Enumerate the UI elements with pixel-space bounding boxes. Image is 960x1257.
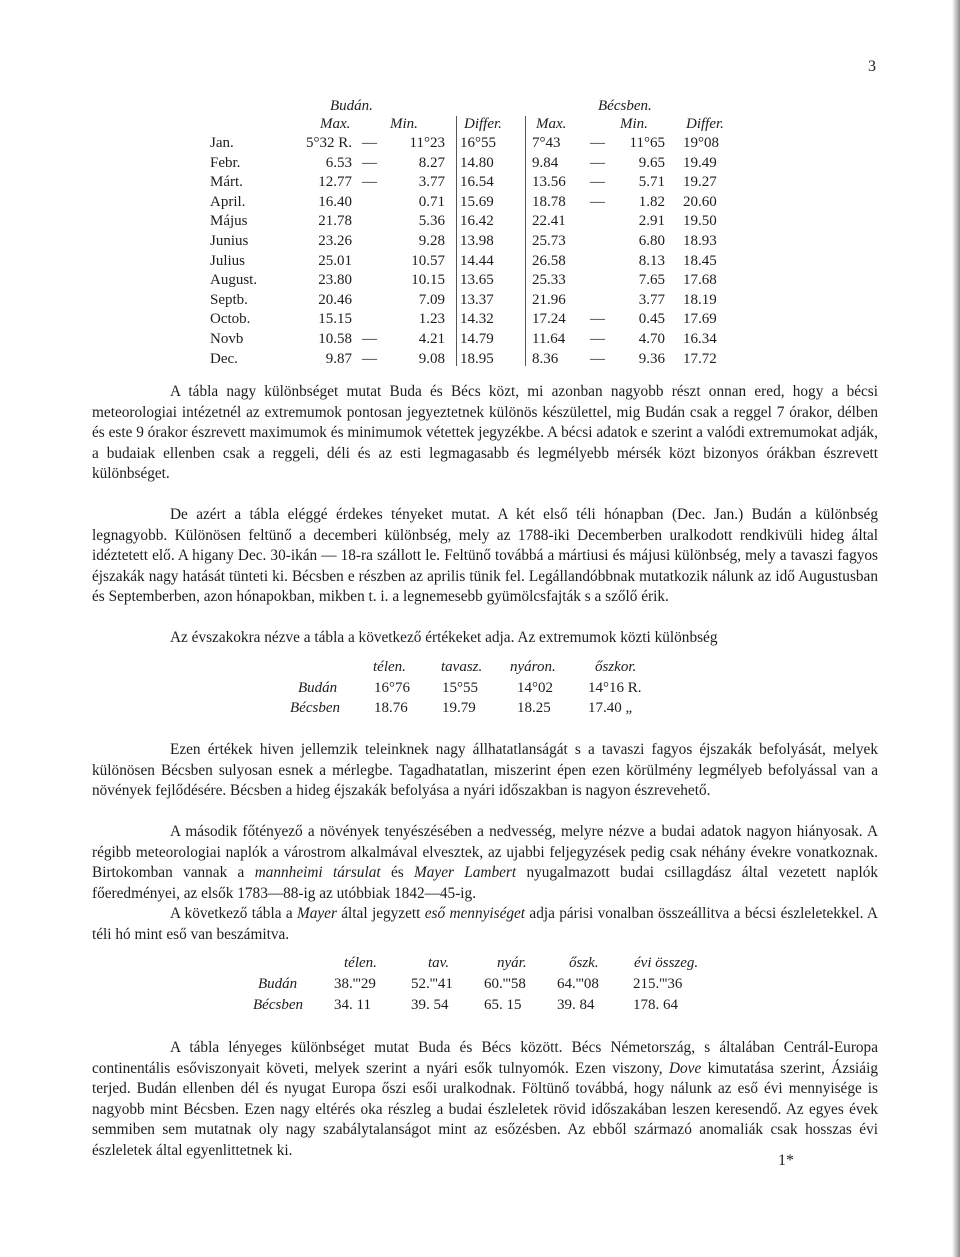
table-cell-v-diff: 19.50 xyxy=(683,213,717,230)
table-cell-b-diff: 14.32 xyxy=(460,311,494,328)
paragraph: A következő tábla a Mayer által jegyzett eső mennyiséget adja párisi vonalban összeállitva a bécsi észleletekkel. A téli hó mint eső van beszámitva. xyxy=(92,905,878,943)
rain-header: évi összeg. xyxy=(634,955,699,971)
table-cell-v-diff: 17.68 xyxy=(683,272,717,289)
table-cell-b-max: 10.58 xyxy=(318,331,352,347)
table-cell-v-min: 1.82 xyxy=(638,193,665,210)
season-header: nyáron. xyxy=(510,659,556,675)
table-cell-v-min: 7.65 xyxy=(638,272,665,289)
table-cell-v-min: 9.36 xyxy=(638,350,665,367)
table-cell-month: Jan. xyxy=(210,135,234,151)
table-cell-v-min-sign: — xyxy=(590,350,605,367)
rain-header: tav. xyxy=(428,955,449,971)
table-cell-b-diff: 14.80 xyxy=(460,154,494,171)
header-buda-min: Min. xyxy=(390,116,418,132)
season-cell: 17.40 „ xyxy=(588,700,633,716)
table-cell-b-min: 9.28 xyxy=(418,233,445,249)
table-cell-v-diff: 17.72 xyxy=(683,350,717,367)
table-cell-v-max: 18.78 xyxy=(532,193,566,210)
table-cell-b-min: 10.57 xyxy=(411,252,445,269)
table-cell-b-min-sign: — xyxy=(362,174,377,191)
season-cell: 14°02 xyxy=(517,680,553,696)
table-cell-v-min-sign: — xyxy=(590,174,605,191)
table-cell-v-diff: 18.45 xyxy=(683,252,717,269)
table-cell-v-diff: 17.69 xyxy=(683,311,717,328)
table-cell-b-min-sign: — xyxy=(362,350,377,367)
table-cell-b-min-sign: — xyxy=(362,154,377,171)
table-row xyxy=(0,194,960,214)
paragraph: Ezen értékek hiven jellemzik teleinknek nagy állhatatlanságát s a tavaszi fagyos éjszakák befolyását, melyek különösen Bécsben sulyosan esnek a mérlegbe. Tagadhatatlan, miszerint épen ezen körülmény legmélyeb befolyással van a növények fejlődésére. Bécsben a hideg éjszakák befolyása a nyári időszakban is nagyon észrevehető. xyxy=(92,741,878,800)
table-cell-v-diff: 20.60 xyxy=(683,193,717,210)
table-cell-b-max: 9.87 xyxy=(325,350,352,367)
table-cell-v-max: 17.24 xyxy=(532,311,566,328)
rain-cell: 39. 54 xyxy=(411,997,449,1013)
table-cell-month: April. xyxy=(210,193,246,210)
rain-cell: 60.'''58 xyxy=(484,976,526,992)
table-row xyxy=(0,351,960,371)
rain-header: nyár. xyxy=(497,955,527,971)
table-row xyxy=(0,331,960,351)
table-cell-month: Novb xyxy=(210,331,244,347)
table-cell-b-max: 21.78 xyxy=(318,213,352,230)
season-cell: 14°16 R. xyxy=(588,680,642,696)
table-cell-b-max: 6.53 xyxy=(325,154,352,171)
table-cell-v-max: 7°43 xyxy=(532,135,561,151)
table-cell-v-min: 5.71 xyxy=(638,174,665,191)
rain-cell: 39. 84 xyxy=(557,997,595,1013)
season-cell: 18.25 xyxy=(517,700,551,716)
paragraph: Az évszakokra nézve a tábla a következő értékeket adja. Az extremumok közti különbség xyxy=(170,629,718,646)
table-cell-b-diff: 16°55 xyxy=(460,135,496,151)
table-cell-v-max: 11.64 xyxy=(532,331,566,347)
table-cell-b-min: 4.21 xyxy=(418,331,445,347)
table-cell-b-min-sign: — xyxy=(362,135,377,151)
season-cell: 19.79 xyxy=(442,700,476,716)
table-cell-v-min: 2.91 xyxy=(638,213,665,230)
rain-cell: 52.'''41 xyxy=(411,976,453,992)
table-cell-b-min: 9.08 xyxy=(418,350,445,367)
table-row xyxy=(0,135,960,155)
table-cell-v-diff: 18.93 xyxy=(683,233,717,249)
rain-header: télen. xyxy=(344,955,377,971)
table-cell-b-min: 1.23 xyxy=(418,311,445,328)
table-cell-v-min: 9.65 xyxy=(638,154,665,171)
rain-row-label: Bécsben xyxy=(253,997,303,1013)
table-cell-b-diff: 14.44 xyxy=(460,252,494,269)
rain-cell: 64.'''08 xyxy=(557,976,599,992)
rain-cell: 34. 11 xyxy=(334,997,371,1013)
season-cell: 18.76 xyxy=(374,700,408,716)
table-cell-b-min: 8.27 xyxy=(418,154,445,171)
paragraph: A tábla nagy különbséget mutat Buda és Bécs közt, mi azonban nagyobb részt onnan ered, hogy a bécsi meteorologiai intézetnél az extremumok pontosan jegyeztetnek különös készülettel, mig Budán csak a reggel 7 órakor, délben és este 9 órakor észrevett maximumok és minimumok vétettek jegyzékbe. A bécsi adatok e szerint a valódi extremumokat adják, a budaiak ellenben csak a reggeli, déli és az esti legmagasabb és legmélyebb mérsék közt bizonyos órákban észrevett különbséget. xyxy=(92,383,878,483)
table-cell-b-max: 15.15 xyxy=(318,311,352,328)
table-cell-v-diff: 16.34 xyxy=(683,331,717,347)
table-row xyxy=(0,174,960,194)
table-cell-v-diff: 19.27 xyxy=(683,174,717,191)
table-cell-b-max: 20.46 xyxy=(318,291,352,308)
table-row xyxy=(0,272,960,292)
table-cell-v-min-sign: — xyxy=(590,154,605,171)
table-cell-b-min: 10.15 xyxy=(411,272,445,289)
table-row xyxy=(0,233,960,253)
table-cell-b-diff: 16.42 xyxy=(460,213,494,230)
table-cell-b-min: 7.09 xyxy=(418,291,445,308)
table-cell-v-min: 8.13 xyxy=(638,252,665,269)
table-cell-b-min: 11°23 xyxy=(409,135,445,151)
rain-row-label: Budán xyxy=(258,976,298,992)
table-cell-v-min: 3.77 xyxy=(638,291,665,308)
signature-mark: 1* xyxy=(778,1152,794,1169)
table-cell-b-diff: 15.69 xyxy=(460,193,494,210)
rain-cell: 38.'''29 xyxy=(334,976,376,992)
page-number: 3 xyxy=(868,58,876,75)
table-cell-b-max: 23.26 xyxy=(318,233,352,249)
rain-header: őszk. xyxy=(569,955,599,971)
header-becs-max: Max. xyxy=(536,116,567,132)
header-becs-min: Min. xyxy=(620,116,648,132)
table-cell-v-max: 25.73 xyxy=(532,233,566,249)
table-cell-v-max: 22.41 xyxy=(532,213,566,230)
paragraph: A tábla lényeges különbséget mutat Buda és Bécs között. Bécs Németország, s általában Centrál-Europa continentális esőviszonyait követi, melyek szerint a nyári esők tulnyomók. Ezen viszony, Dove kimutatása szerint, Ázsiáig terjed. Budán ellenben dél és nyugat Europa őszi esői uralkodnak. Föltünő továbbá, hogy nálunk az eső évi mennyisége is nagyobb mint Bécsben. Ezen nagy eltérés oka részleg a budai észleletek rövid időszakában leszen keresendő. Az egyes évek semmiben sem mutatnak oly nagy szabálytalanságot mint az esőzésben. Az ebből származó anomaliák csak hosszas évi észleletek által egyenlittetnek ki. xyxy=(92,1039,878,1159)
table-cell-v-max: 8.36 xyxy=(532,350,559,367)
paragraph: De azért a tábla eléggé érdekes tényeket mutat. A két első téli hónapban (Dec. Jan.) Budán a különbség legnagyobb. Különösen feltünő a decemberi különbség, mely az 1788-iki Decemberben uralkodott rendkivüli hideg által idéztetett elő. A higany Dec. 30-ikán — 18-ra szállott le. Feltünő továbbá a mártiusi és májusi különbség, mely a tavaszi fagyos éjszakák nagy hatását tünteti ki. Bécsben e részben az aprilis tünik fel. Legállandóbbnak mutatkozik nálunk az idő Augustusban és Septemberben, azon hónapokban, mikben t. i. a legnemesebb gyümölcsfajták s a szőlő érik. xyxy=(92,506,878,606)
table-cell-month: Junius xyxy=(210,233,249,249)
season-row-label: Budán xyxy=(298,680,338,696)
table-cell-b-diff: 13.37 xyxy=(460,291,494,308)
season-cell: 16°76 xyxy=(374,680,410,696)
paragraph: A második főtényező a növények tenyészésében a nedvesség, melyre nézve a budai adatok nagyon hiányosak. A régibb meteorologiai naplók a várostrom alkalmával elvesztek, az ujabbi feljegyzések pedig csak néhány évekre vonatkoznak. Birtokomban vannak a mannheimi társulat és Mayer Lambert nyugalmazott budai csillagdász által vezetett naplók főeredményei, az elsők 1783—88-ig az utóbbiak 1842—45-ig. xyxy=(92,823,878,902)
table-cell-b-diff: 13.65 xyxy=(460,272,494,289)
table-cell-v-min-sign: — xyxy=(590,193,605,210)
season-cell: 15°55 xyxy=(442,680,478,696)
table-cell-b-diff: 18.95 xyxy=(460,350,494,367)
table-cell-b-max: 25.01 xyxy=(318,252,352,269)
table-group-becs: Bécsben. xyxy=(598,98,652,114)
table-cell-v-min-sign: — xyxy=(590,311,605,328)
table-group-buda: Budán. xyxy=(330,98,373,114)
table-cell-v-max: 13.56 xyxy=(532,174,566,191)
table-cell-b-max: 16.40 xyxy=(318,193,352,210)
rain-cell: 65. 15 xyxy=(484,997,522,1013)
table-cell-month: Dec. xyxy=(210,350,238,367)
table-cell-v-min: 4.70 xyxy=(638,331,665,347)
season-header: tavasz. xyxy=(441,659,483,675)
table-cell-month: Febr. xyxy=(210,154,241,171)
table-cell-b-max: 23.80 xyxy=(318,272,352,289)
season-header: télen. xyxy=(373,659,406,675)
table-cell-v-min: 6.80 xyxy=(638,233,665,249)
table-cell-v-diff: 19°08 xyxy=(683,135,719,151)
table-cell-b-min: 3.77 xyxy=(418,174,445,191)
table-row xyxy=(0,213,960,233)
table-cell-v-diff: 18.19 xyxy=(683,291,717,308)
table-cell-b-max: 5°32 R. xyxy=(305,135,352,151)
header-becs-diff: Differ. xyxy=(686,116,724,132)
season-row-label: Bécsben xyxy=(290,700,340,716)
rain-cell: 215.'''36 xyxy=(633,976,683,992)
table-cell-b-diff: 16.54 xyxy=(460,174,494,191)
table-cell-v-max: 9.84 xyxy=(532,154,559,171)
header-buda-max: Max. xyxy=(320,116,351,132)
table-cell-v-diff: 19.49 xyxy=(683,154,717,171)
table-cell-v-max: 21.96 xyxy=(532,291,566,308)
table-row xyxy=(0,311,960,331)
table-cell-v-max: 25.33 xyxy=(532,272,566,289)
table-cell-v-min: 0.45 xyxy=(638,311,665,328)
season-header: őszkor. xyxy=(595,659,637,675)
table-cell-v-min-sign: — xyxy=(590,135,605,151)
table-cell-month: Julius xyxy=(210,252,246,269)
table-cell-month: Octob. xyxy=(210,311,251,328)
table-cell-month: Márt. xyxy=(210,174,243,191)
header-buda-diff: Differ. xyxy=(464,116,502,132)
table-cell-month: Május xyxy=(210,213,248,230)
table-cell-b-min: 5.36 xyxy=(418,213,445,230)
table-cell-b-min: 0.71 xyxy=(418,193,445,210)
rain-cell: 178. 64 xyxy=(633,997,678,1013)
table-cell-month: August. xyxy=(210,272,258,289)
table-cell-b-min-sign: — xyxy=(362,331,377,347)
table-cell-v-min-sign: — xyxy=(590,331,605,347)
table-cell-v-min: 11°65 xyxy=(629,135,665,151)
table-cell-b-diff: 13.98 xyxy=(460,233,494,249)
table-row xyxy=(0,292,960,312)
table-cell-v-max: 26.58 xyxy=(532,252,566,269)
table-cell-month: Septb. xyxy=(210,291,248,308)
table-row xyxy=(0,253,960,273)
table-row xyxy=(0,155,960,175)
table-cell-b-diff: 14.79 xyxy=(460,331,494,347)
table-cell-b-max: 12.77 xyxy=(318,174,352,191)
